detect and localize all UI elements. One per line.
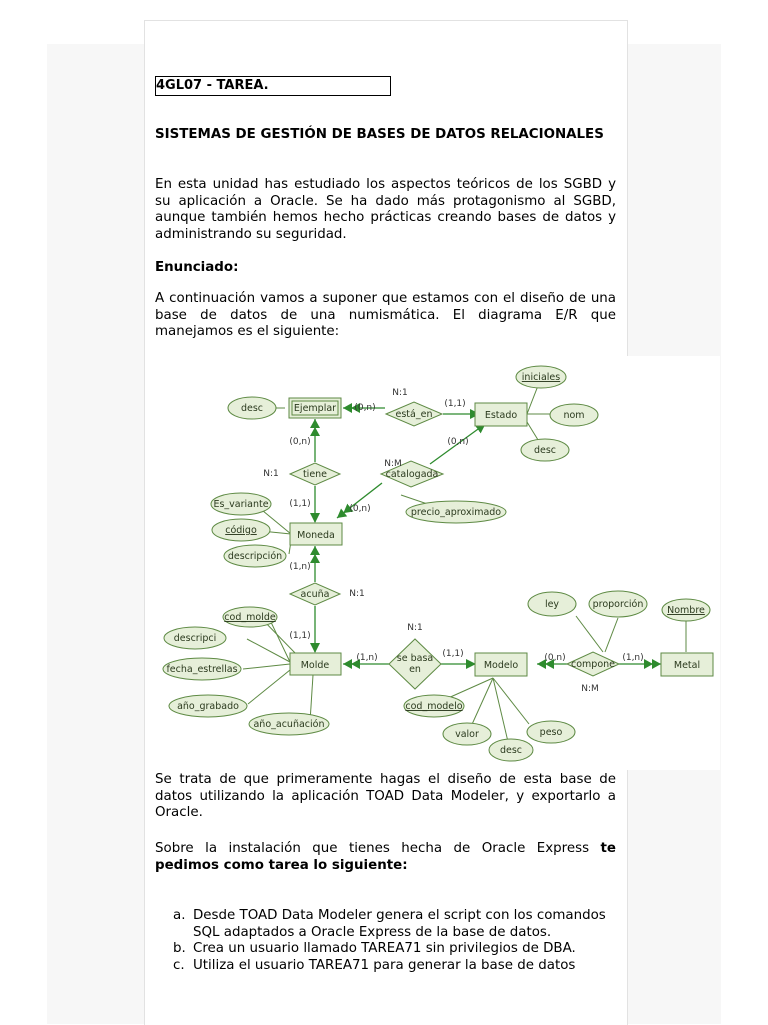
relationship-label: en <box>409 664 421 675</box>
relationship-label: catalogada <box>385 469 439 480</box>
cardinality-label: (1,n) <box>289 562 311 572</box>
er-diagram <box>153 356 720 770</box>
cardinality-label: (0,n) <box>544 653 566 663</box>
list-marker: b. <box>173 941 186 956</box>
relationship-label: acuña <box>300 589 330 600</box>
list-marker: c. <box>173 957 185 973</box>
cardinality-label: (1,1) <box>442 649 464 659</box>
document-title: 4GL07 - TAREA. <box>155 76 391 96</box>
attribute-label: proporción <box>592 599 644 610</box>
cardinality-label: N:1 <box>407 623 423 633</box>
attribute-label: desc <box>533 445 557 456</box>
attribute-label: precio_aproximado <box>410 507 502 518</box>
relationship-label: se basa <box>396 653 434 664</box>
enunciado-label: Enunciado: <box>155 260 239 275</box>
relationship-label: compone <box>571 659 615 670</box>
task-list <box>173 908 618 974</box>
attribute-label: descripci <box>173 633 217 644</box>
attribute-label: nom <box>563 410 585 421</box>
entities <box>289 398 713 676</box>
attribute-label: desc <box>499 745 523 756</box>
cardinality-label: (1,1) <box>289 631 311 641</box>
attribute-label: Es_variante <box>213 499 269 510</box>
list-item <box>173 941 618 958</box>
entity-label: Moneda <box>297 530 335 541</box>
request-text: Sobre la instalación que tienes hecha de Oracle Express <box>155 841 601 856</box>
entity-label: Estado <box>484 410 518 421</box>
cardinality-label: N:1 <box>263 469 279 479</box>
task-text: Desde TOAD Data Modeler genera el script con los comandos SQL adaptados a Oracle Express de la base de datos. <box>193 908 606 940</box>
relationship-lines <box>315 408 661 664</box>
cardinality-label: N:1 <box>349 589 365 599</box>
list-item <box>173 908 618 941</box>
entity-label: Ejemplar <box>293 403 337 414</box>
intro-paragraph: En esta unidad has estudiado los aspectos teóricos de los SGBD y su aplicación a Oracle. Se ha dado más protagonismo al SGBD, aunque también hemos hecho prácticas creando bases de datos y administrando su seguridad. <box>155 177 616 242</box>
attribute-label: año_grabado <box>177 701 239 712</box>
attribute-label: año_acuñación <box>253 719 325 730</box>
relationship-label: está_en <box>395 409 433 420</box>
er-diagram-svg <box>153 356 720 770</box>
attribute-label: Nombre <box>667 605 705 616</box>
request-paragraph <box>155 841 616 874</box>
attribute-label: iniciales <box>521 372 561 383</box>
attribute-label: descripción <box>227 551 283 562</box>
cardinality-label: (1,n) <box>356 653 378 663</box>
cardinality-label: (1,1) <box>444 399 466 409</box>
cardinality-label: (0,n) <box>289 437 311 447</box>
cardinality-label: (0,n) <box>349 504 371 514</box>
cardinality-label: N:M <box>384 459 402 469</box>
cardinality-label: (0,n) <box>447 437 469 447</box>
entity-label: Molde <box>300 660 330 671</box>
attribute-label: fecha_estrellas <box>166 664 238 675</box>
after-diagram-paragraph: Se trata de que primeramente hagas el diseño de esta base de datos utilizando la aplicación TOAD Data Modeler, y exportarlo a Oracle. <box>155 772 616 820</box>
attribute-label: desc <box>240 403 264 414</box>
cardinality-label: (1,1) <box>289 499 311 509</box>
enunciado-paragraph: A continuación vamos a suponer que estamos con el diseño de una base de datos de una numismática. El diagrama E/R que manejamos es el siguiente: <box>155 291 616 339</box>
entity-label: Metal <box>673 660 701 671</box>
main-heading: SISTEMAS DE GESTIÓN DE BASES DE DATOS RELACIONALES <box>155 127 604 142</box>
entity-label: Modelo <box>483 660 519 671</box>
cardinality-label: N:1 <box>392 388 408 398</box>
list-item <box>173 958 618 975</box>
attribute-label: valor <box>455 729 479 740</box>
cardinality-label: (0,n) <box>354 403 376 413</box>
attribute-label: peso <box>539 727 563 738</box>
cardinality-label: N:M <box>581 684 599 694</box>
cardinality-label: (1,n) <box>622 653 644 663</box>
relationship-label: tiene <box>302 469 328 480</box>
request-bold-text: te pedimos como tarea lo siguiente: <box>155 841 616 873</box>
task-text: Utiliza el usuario TAREA71 para generar la base de datos <box>193 957 576 973</box>
list-marker: a. <box>173 908 186 923</box>
attribute-label: código <box>225 525 257 536</box>
attribute-label: ley <box>544 599 560 610</box>
task-text: Crea un usuario llamado TAREA71 sin privilegios de DBA. <box>193 941 576 956</box>
attribute-label: cod_molde <box>224 612 276 623</box>
attribute-label: cod_modelo <box>405 701 463 712</box>
